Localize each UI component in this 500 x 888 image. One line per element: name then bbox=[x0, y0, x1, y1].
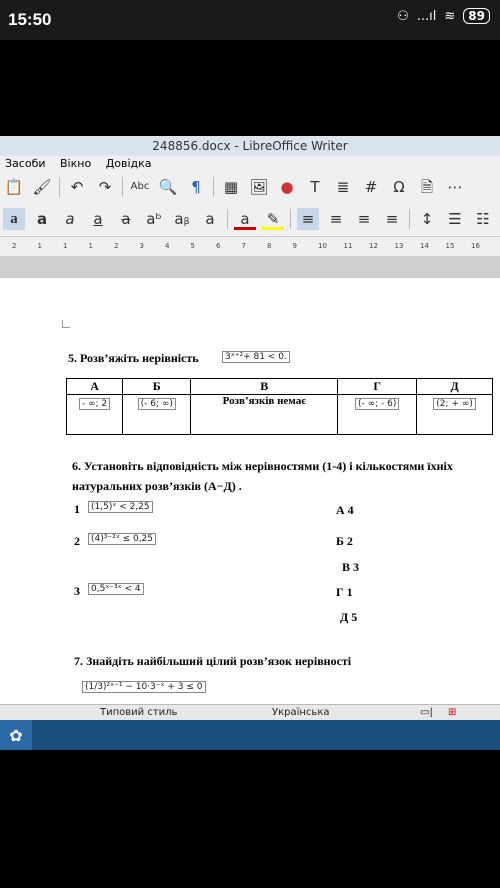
formula-q5: 3ˣ⁺²+ 81 < 0. bbox=[222, 351, 290, 363]
ruler-tick: 3 bbox=[139, 242, 144, 250]
clone-formatting-icon[interactable]: 🖌 bbox=[32, 178, 52, 196]
cell-a: - ∞; 2 bbox=[79, 398, 110, 410]
answer-a: А 4 bbox=[336, 503, 354, 517]
char-style-icon[interactable]: a bbox=[3, 208, 25, 230]
ruler-tick: 1 bbox=[63, 242, 68, 250]
col-a: А bbox=[67, 379, 123, 395]
formatting-toolbar bbox=[0, 202, 500, 236]
ruler-tick: 13 bbox=[394, 242, 404, 250]
numbering-icon[interactable]: ☷ bbox=[476, 210, 490, 228]
notification-icon: ⚇ bbox=[397, 8, 409, 24]
insert-mode-icon[interactable]: ▭| bbox=[420, 707, 433, 718]
start-button-icon[interactable]: ✿ bbox=[0, 720, 32, 750]
battery-icon: 89 bbox=[463, 8, 490, 24]
standard-toolbar bbox=[0, 172, 500, 202]
document-page bbox=[0, 278, 500, 704]
table-icon[interactable]: ▦ bbox=[223, 178, 239, 196]
col-g: Г bbox=[338, 379, 417, 395]
strikethrough-icon[interactable]: a bbox=[121, 210, 131, 228]
cell-d: (2; + ∞) bbox=[433, 398, 476, 410]
question-5: 5. Розв’яжіть нерівність bbox=[68, 351, 199, 365]
ruler-tick: 1 bbox=[88, 242, 93, 250]
special-char-icon[interactable]: Ω bbox=[393, 178, 405, 196]
ruler-tick: 10 bbox=[318, 242, 327, 250]
superscript-icon[interactable]: aᵇ bbox=[146, 210, 162, 228]
menu-tools[interactable]: Засоби bbox=[5, 157, 46, 170]
ruler-tick: 11 bbox=[343, 242, 353, 250]
windows-taskbar bbox=[0, 720, 500, 750]
android-status-bar bbox=[0, 0, 500, 40]
signal-icon: ...ıl bbox=[416, 8, 437, 24]
answer-b: Б 2 bbox=[336, 534, 353, 548]
language[interactable]: Українська bbox=[272, 707, 330, 718]
find-icon[interactable]: 🔍 bbox=[158, 178, 178, 196]
subscript-icon[interactable]: aᵦ bbox=[174, 210, 190, 228]
font-color-icon[interactable]: a bbox=[234, 208, 256, 230]
page-gutter bbox=[0, 256, 500, 278]
answer-g: Г 1 bbox=[336, 585, 353, 599]
justify-icon[interactable]: ≡ bbox=[385, 210, 399, 228]
ruler-tick: 16 bbox=[471, 242, 480, 250]
shadow-icon[interactable]: a bbox=[205, 210, 215, 228]
ruler-tick: 14 bbox=[420, 242, 429, 250]
save-status-icon[interactable]: ⊞ bbox=[448, 707, 457, 718]
menu-window[interactable]: Вікно bbox=[60, 157, 92, 170]
answer-v: В 3 bbox=[342, 560, 360, 574]
field-icon[interactable]: # bbox=[364, 178, 378, 196]
pagebreak-icon[interactable]: ≣ bbox=[336, 178, 350, 196]
item-3-num: 3 bbox=[74, 584, 80, 598]
page-style[interactable]: Типовий стиль bbox=[100, 707, 178, 718]
align-left-icon[interactable]: ≡ bbox=[297, 208, 319, 230]
spellcheck-icon[interactable]: Abc bbox=[130, 181, 150, 192]
ruler bbox=[0, 236, 500, 256]
ruler-tick: 7 bbox=[241, 242, 246, 250]
ruler-tick: 6 bbox=[216, 242, 221, 250]
ruler-tick: 2 bbox=[114, 242, 119, 250]
ruler-tick: 1 bbox=[37, 242, 42, 250]
question-7: 7. Знайдіть найбільший цілий розв’язок нерівності bbox=[74, 654, 352, 668]
black-gap bbox=[0, 40, 500, 136]
chart-icon[interactable]: ● bbox=[280, 178, 294, 196]
ruler-tick: 8 bbox=[267, 242, 272, 250]
item-2-num: 2 bbox=[74, 534, 80, 548]
line-spacing-icon[interactable]: ↕ bbox=[420, 210, 434, 228]
item-1-num: 1 bbox=[74, 502, 80, 516]
window-title: 248856.docx - LibreOffice Writer bbox=[0, 136, 500, 156]
ruler-tick: 9 bbox=[292, 242, 297, 250]
bullets-icon[interactable]: ☰ bbox=[448, 210, 462, 228]
align-right-icon[interactable]: ≡ bbox=[357, 210, 371, 228]
cell-g: (- ∞; - 6) bbox=[355, 398, 399, 410]
italic-icon[interactable]: a bbox=[65, 210, 75, 228]
status-bar bbox=[0, 704, 500, 720]
image-icon[interactable]: 🖼 bbox=[249, 178, 269, 196]
align-center-icon[interactable]: ≡ bbox=[329, 210, 343, 228]
more-icon[interactable]: ⋯ bbox=[447, 178, 463, 196]
highlight-icon[interactable]: ✎ bbox=[262, 208, 284, 230]
hyperlink-icon[interactable]: 🗎 bbox=[420, 178, 434, 196]
underline-icon[interactable]: a bbox=[93, 210, 103, 228]
textbox-icon[interactable]: T bbox=[310, 178, 320, 196]
paste-icon[interactable]: 📋 bbox=[4, 178, 24, 196]
question-6: 6. Установіть відповідність між нерівностями (1-4) і кількостями їхніх натуральних розв’язків (А−Д) . bbox=[72, 459, 453, 493]
formula-q7: (1/3)²ˣ⁻¹ − 10·3⁻ˣ + 3 ≤ 0 bbox=[82, 681, 206, 693]
undo-icon[interactable]: ↶ bbox=[70, 178, 84, 196]
item-2-formula: (4)³⁻²ˣ ≤ 0,25 bbox=[88, 533, 156, 545]
item-1-formula: (1,5)ˣ < 2,25 bbox=[88, 501, 153, 513]
wifi-icon: ≋ bbox=[444, 8, 456, 24]
answers-table bbox=[66, 378, 493, 435]
ruler-tick: 2 bbox=[12, 242, 17, 250]
clock: 15:50 bbox=[8, 10, 52, 29]
col-v: В bbox=[191, 379, 338, 395]
ruler-tick: 5 bbox=[190, 242, 195, 250]
ruler-tick: 15 bbox=[445, 242, 455, 250]
bold-icon[interactable]: a bbox=[36, 210, 48, 228]
col-d: Д bbox=[417, 379, 493, 395]
answer-d: Д 5 bbox=[340, 610, 358, 624]
cell-b: (- 6; ∞) bbox=[138, 398, 176, 410]
item-3-formula: 0,5ˣ⁻³ˣ < 4 bbox=[88, 583, 144, 595]
ruler-tick: 12 bbox=[369, 242, 378, 250]
menu-help[interactable]: Довідка bbox=[105, 157, 152, 170]
cell-v: Розв’язків немає bbox=[222, 395, 306, 407]
redo-icon[interactable]: ↷ bbox=[98, 178, 112, 196]
margin-corner bbox=[62, 320, 70, 328]
ruler-tick: 4 bbox=[165, 242, 170, 250]
menu-bar bbox=[0, 156, 500, 172]
pilcrow-icon[interactable]: ¶ bbox=[191, 178, 201, 196]
col-b: Б bbox=[123, 379, 191, 395]
